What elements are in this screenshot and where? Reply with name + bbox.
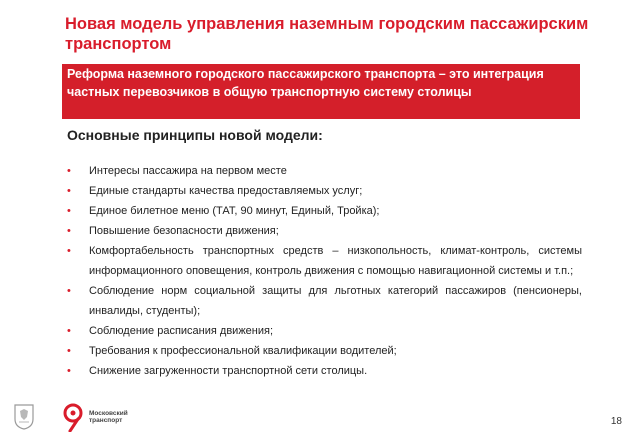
bullet-icon: • [67,365,71,377]
list-item-text: Единое билетное меню (ТАТ, 90 минут, Единый, Тройка); [89,205,380,217]
bullet-icon: • [67,325,71,337]
list-item [67,321,582,341]
list-item [67,201,582,221]
list-item-text: Снижение загруженности транспортной сети столицы. [89,365,368,377]
list-item [67,341,582,361]
brand-name [89,410,128,424]
page-number: 18 [610,416,622,427]
bullet-icon: • [67,285,71,297]
bullet-icon: • [67,225,71,237]
bullet-icon: • [67,245,71,257]
reform-banner: Реформа наземного городского пассажирского транспорта – это интеграция частных перевозчиков в общую транспортную систему столицы [62,64,580,119]
list-item-text: Повышение безопасности движения; [89,225,279,237]
moscow-transport-logo-icon [60,402,86,432]
list-item-text: Соблюдение норм социальной защиты для льготных категорий пассажиров (пенсионеры, инвалиды, студенты); [89,285,582,317]
bullet-icon: • [67,185,71,197]
principles-heading: Основные принципы новой модели: [67,127,323,143]
list-item [67,241,582,281]
list-item-text: Соблюдение расписания движения; [89,325,274,337]
list-item [67,361,582,381]
brand-line-1: Московский [89,410,128,417]
page-title: Новая модель управления наземным городским пассажирским транспортом [65,15,589,53]
list-item-text: Единые стандарты качества предоставляемых услуг; [89,185,363,197]
list-item-text: Требования к профессиональной квалификации водителей; [89,345,397,357]
moscow-coat-of-arms-icon [14,404,34,430]
brand-line-2: транспорт [89,417,123,424]
list-item [67,281,582,321]
list-item [67,161,582,181]
bullet-icon: • [67,165,71,177]
list-item [67,221,582,241]
principles-list [67,161,582,381]
list-item-text: Интересы пассажира на первом месте [89,165,287,177]
bullet-icon: • [67,205,71,217]
bullet-icon: • [67,345,71,357]
list-item [67,181,582,201]
list-item-text: Комфортабельность транспортных средств – низкопольность, климат-контроль, системы информационного оповещения, контроль движения с помощью навигационной системы и т.п.; [89,245,582,277]
moscow-transport-brand [60,402,128,432]
